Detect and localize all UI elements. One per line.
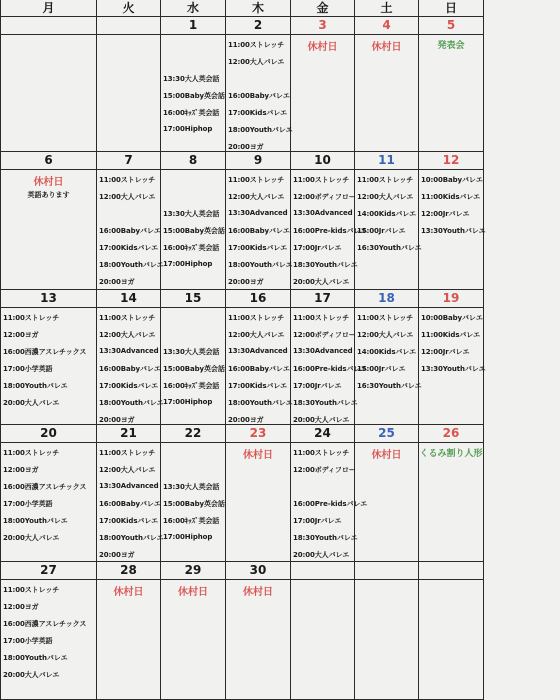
day-cell bbox=[355, 425, 419, 562]
day-cell bbox=[355, 152, 422, 290]
day-cell bbox=[226, 425, 291, 562]
day-cell bbox=[0, 425, 97, 562]
weekday-header: 火 bbox=[97, 0, 161, 17]
class-entry: 11:00ストレッチ bbox=[357, 314, 414, 322]
class-entry: 13:30大人英会話 bbox=[163, 483, 220, 491]
class-entry: 16:00Pre-kidsバレエ bbox=[293, 227, 368, 235]
class-entry: 12:00ボディフロー bbox=[293, 331, 356, 339]
class-entry: 20:00大人バレエ bbox=[293, 551, 350, 559]
class-entry: 12:00ヨガ bbox=[3, 466, 39, 474]
class-entry: 17:00Kidsバレエ bbox=[99, 517, 159, 525]
day-cell bbox=[419, 152, 484, 290]
day-cell bbox=[0, 17, 97, 152]
day-number: 1 bbox=[161, 17, 225, 35]
class-entry: 12:00大人バレエ bbox=[357, 331, 414, 339]
class-entry: 17:00小学英語 bbox=[3, 637, 53, 645]
day-cell bbox=[291, 562, 355, 700]
day-number: 15 bbox=[161, 290, 225, 308]
class-entry: 18:30Youthバレエ bbox=[293, 399, 358, 407]
weekday-header: 金 bbox=[291, 0, 355, 17]
class-entry: 17:00Jrバレエ bbox=[293, 244, 342, 252]
class-entry: 11:00Kidsバレエ bbox=[421, 331, 481, 339]
class-entry: 14:00Kidsバレエ bbox=[357, 210, 417, 218]
day-number: 7 bbox=[97, 152, 160, 170]
class-entry: 13:30大人英会話 bbox=[163, 210, 220, 218]
class-entry: 17:00Hiphop bbox=[163, 533, 213, 541]
class-entry: 20:00大人バレエ bbox=[293, 278, 350, 286]
day-cell bbox=[161, 290, 226, 425]
class-entry: 20:00大人バレエ bbox=[3, 671, 60, 679]
class-entry: 16:00Babyバレエ bbox=[99, 365, 161, 373]
day-number: 22 bbox=[161, 425, 225, 443]
class-entry: 17:00Kidsバレエ bbox=[228, 109, 288, 117]
day-number bbox=[291, 562, 354, 580]
class-entry: 20:00ヨガ bbox=[228, 143, 264, 151]
day-number: 20 bbox=[1, 425, 96, 443]
weekday-header: 日 bbox=[419, 0, 484, 17]
class-entry: 11:00ストレッチ bbox=[293, 176, 350, 184]
class-entry: 16:00Babyバレエ bbox=[228, 365, 290, 373]
class-entry: 16:30Youthバレエ bbox=[357, 382, 422, 390]
day-number: 3 bbox=[291, 17, 354, 35]
day-cell bbox=[226, 562, 291, 700]
class-entry: 18:00Youthバレエ bbox=[3, 654, 68, 662]
class-entry: 17:00Kidsバレエ bbox=[99, 244, 159, 252]
day-cell bbox=[161, 17, 226, 152]
day-number: 18 bbox=[355, 290, 418, 308]
class-entry: 15:00Baby英会話 bbox=[163, 365, 225, 373]
class-entry: 16:00Pre-kidsバレエ bbox=[293, 365, 368, 373]
weekday-header: 木 bbox=[226, 0, 291, 17]
day-cell bbox=[0, 290, 97, 425]
class-entry: 11:00ストレッチ bbox=[99, 176, 156, 184]
closed-day-label: 休村日 bbox=[243, 587, 273, 598]
class-entry: 20:00大人バレエ bbox=[293, 416, 350, 424]
day-cell bbox=[0, 152, 97, 290]
day-number: 27 bbox=[1, 562, 96, 580]
class-entry: 16:00Babyバレエ bbox=[99, 227, 161, 235]
day-number bbox=[355, 562, 418, 580]
class-entry: 11:00ストレッチ bbox=[228, 314, 285, 322]
day-number: 9 bbox=[226, 152, 290, 170]
class-entry: 16:00Babyバレエ bbox=[99, 500, 161, 508]
class-entry: 16:00西濃アスレチックス bbox=[3, 348, 87, 356]
class-entry: 13:30大人英会話 bbox=[163, 75, 220, 83]
closed-day-label: 休村日 bbox=[307, 42, 338, 53]
day-cell bbox=[226, 152, 291, 290]
class-entry: 13:30Advanced bbox=[293, 209, 353, 217]
class-entry: 13:30Advanced bbox=[228, 347, 288, 355]
day-cell bbox=[355, 562, 419, 700]
class-entry: 12:00ボディフロー bbox=[293, 466, 356, 474]
day-number: 12 bbox=[419, 152, 483, 170]
day-number: 28 bbox=[97, 562, 160, 580]
class-entry: 12:00大人バレエ bbox=[228, 193, 285, 201]
day-cell bbox=[419, 425, 484, 562]
weekday-header: 水 bbox=[161, 0, 226, 17]
event-note: くるみ割り人形 bbox=[419, 449, 483, 459]
day-number bbox=[419, 562, 483, 580]
class-entry: 15:00Baby英会話 bbox=[163, 500, 225, 508]
day-cell bbox=[419, 17, 484, 152]
class-entry: 12:00大人バレエ bbox=[357, 193, 414, 201]
class-entry: 18:00Youthバレエ bbox=[228, 126, 293, 134]
class-entry: 12:00ヨガ bbox=[3, 331, 39, 339]
day-cell bbox=[161, 152, 226, 290]
class-entry: 13:30Youthバレエ bbox=[421, 227, 486, 235]
day-cell bbox=[97, 17, 161, 152]
class-entry: 20:00大人バレエ bbox=[3, 399, 60, 407]
class-entry: 17:00小学英語 bbox=[3, 500, 53, 508]
class-entry: 18:00Youthバレエ bbox=[99, 261, 164, 269]
class-entry: 18:30Youthバレエ bbox=[293, 261, 358, 269]
day-cell bbox=[226, 290, 291, 425]
day-number: 5 bbox=[419, 17, 483, 35]
day-number: 11 bbox=[355, 152, 418, 170]
class-entry: 15:00Jrバレエ bbox=[357, 227, 406, 235]
class-entry: 12:00大人バレエ bbox=[99, 193, 156, 201]
weekday-header: 月 bbox=[0, 0, 97, 17]
class-entry: 20:00ヨガ bbox=[228, 416, 264, 424]
day-number: 8 bbox=[161, 152, 225, 170]
class-entry: 17:00Kidsバレエ bbox=[228, 244, 288, 252]
class-entry: 13:30Youthバレエ bbox=[421, 365, 486, 373]
class-entry: 13:30Advanced bbox=[228, 209, 288, 217]
class-entry: 11:00ストレッチ bbox=[3, 449, 60, 457]
day-number: 13 bbox=[1, 290, 96, 308]
day-number: 19 bbox=[419, 290, 483, 308]
class-entry: 16:00Babyバレエ bbox=[228, 227, 290, 235]
class-entry: 11:00ストレッチ bbox=[3, 586, 60, 594]
day-number: 2 bbox=[226, 17, 290, 35]
day-number: 4 bbox=[355, 17, 418, 35]
day-number: 14 bbox=[97, 290, 160, 308]
day-number: 24 bbox=[291, 425, 354, 443]
class-entry: 18:00Youthバレエ bbox=[99, 534, 164, 542]
class-entry: 16:00ｷｯｽﾞ英会話 bbox=[163, 517, 220, 525]
day-cell bbox=[291, 17, 355, 152]
class-entry: 16:00西濃アスレチックス bbox=[3, 620, 87, 628]
class-entry: 20:00ヨガ bbox=[99, 551, 135, 559]
day-cell bbox=[355, 290, 422, 425]
class-entry: 13:30Advanced bbox=[99, 482, 159, 490]
class-entry: 16:30Youthバレエ bbox=[357, 244, 422, 252]
class-entry: 15:00Baby英会話 bbox=[163, 227, 225, 235]
class-entry: 20:00ヨガ bbox=[228, 278, 264, 286]
day-number: 30 bbox=[226, 562, 290, 580]
class-entry: 12:00Jrバレエ bbox=[421, 210, 470, 218]
day-cell bbox=[97, 290, 164, 425]
class-entry: 13:30大人英会話 bbox=[163, 348, 220, 356]
class-entry: 17:00小学英語 bbox=[3, 365, 53, 373]
class-entry: 17:00Kidsバレエ bbox=[99, 382, 159, 390]
class-entry: 17:00Jrバレエ bbox=[293, 382, 342, 390]
class-entry: 12:00大人バレエ bbox=[228, 331, 285, 339]
class-entry: 13:30Advanced bbox=[293, 347, 353, 355]
class-entry: 18:00Youthバレエ bbox=[3, 517, 68, 525]
class-entry: 20:00大人バレエ bbox=[3, 534, 60, 542]
day-number: 10 bbox=[291, 152, 354, 170]
class-entry: 10:00Babyバレエ bbox=[421, 176, 483, 184]
class-entry: 10:00Babyバレエ bbox=[421, 314, 483, 322]
day-cell bbox=[419, 290, 484, 425]
class-entry: 11:00ストレッチ bbox=[357, 176, 414, 184]
class-entry: 12:00大人バレエ bbox=[99, 331, 156, 339]
class-entry: 16:00ｷｯｽﾞ英会話 bbox=[163, 244, 220, 252]
closed-day-label: 休村日 bbox=[371, 450, 402, 461]
class-entry: 11:00ストレッチ bbox=[293, 314, 350, 322]
class-entry: 12:00ヨガ bbox=[3, 603, 39, 611]
closed-day-label: 休村日 bbox=[33, 177, 64, 188]
class-entry: 11:00ストレッチ bbox=[293, 449, 350, 457]
day-cell bbox=[97, 562, 161, 700]
day-number: 29 bbox=[161, 562, 225, 580]
closed-day-label: 休村日 bbox=[243, 450, 273, 461]
class-entry: 11:00Kidsバレエ bbox=[421, 193, 481, 201]
class-entry: 18:00Youthバレエ bbox=[228, 399, 293, 407]
day-cell bbox=[0, 562, 97, 700]
day-cell bbox=[291, 290, 368, 425]
class-entry: 11:00ストレッチ bbox=[99, 449, 156, 457]
class-entry: 17:00Jrバレエ bbox=[293, 517, 342, 525]
class-entry: 18:00Youthバレエ bbox=[99, 399, 164, 407]
day-cell bbox=[355, 17, 419, 152]
day-cell bbox=[291, 152, 368, 290]
class-entry: 18:30Youthバレエ bbox=[293, 534, 358, 542]
day-cell bbox=[161, 562, 226, 700]
day-cell bbox=[97, 425, 164, 562]
day-number: 26 bbox=[419, 425, 483, 443]
class-entry: 17:00Kidsバレエ bbox=[228, 382, 288, 390]
class-entry: 16:00ｷｯｽﾞ英会話 bbox=[163, 109, 220, 117]
day-number: 16 bbox=[226, 290, 290, 308]
class-entry: 16:00西濃アスレチックス bbox=[3, 483, 87, 491]
class-entry: 11:00ストレッチ bbox=[3, 314, 60, 322]
class-entry: 13:30Advanced bbox=[99, 347, 159, 355]
day-number: 6 bbox=[1, 152, 96, 170]
class-entry: 11:00ストレッチ bbox=[99, 314, 156, 322]
class-entry: 17:00Hiphop bbox=[163, 398, 213, 406]
day-cell bbox=[291, 425, 368, 562]
day-cell bbox=[161, 425, 226, 562]
weekday-header: 土 bbox=[355, 0, 419, 17]
class-entry: 12:00Jrバレエ bbox=[421, 348, 470, 356]
class-entry: 11:00ストレッチ bbox=[228, 41, 285, 49]
class-entry: 15:00Jrバレエ bbox=[357, 365, 406, 373]
day-number bbox=[1, 17, 96, 35]
closed-day-label: 休村日 bbox=[178, 587, 208, 598]
class-entry: 16:00Babyバレエ bbox=[228, 92, 290, 100]
class-entry: 11:00ストレッチ bbox=[228, 176, 285, 184]
day-number: 23 bbox=[226, 425, 290, 443]
class-entry: 17:00Hiphop bbox=[163, 260, 213, 268]
day-number bbox=[97, 17, 160, 35]
class-entry: 15:00Baby英会話 bbox=[163, 92, 225, 100]
class-entry: 12:00ボディフロー bbox=[293, 193, 356, 201]
closed-day-label: 休村日 bbox=[113, 587, 144, 598]
class-entry: 14:00Kidsバレエ bbox=[357, 348, 417, 356]
class-entry: 18:00Youthバレエ bbox=[228, 261, 293, 269]
day-number: 21 bbox=[97, 425, 160, 443]
day-number: 25 bbox=[355, 425, 418, 443]
class-entry: 12:00大人バレエ bbox=[99, 466, 156, 474]
class-entry: 12:00大人バレエ bbox=[228, 58, 285, 66]
day-cell bbox=[97, 152, 164, 290]
closed-day-label: 休村日 bbox=[371, 42, 402, 53]
class-entry: 18:00Youthバレエ bbox=[3, 382, 68, 390]
class-entry: 20:00ヨガ bbox=[99, 278, 135, 286]
day-cell bbox=[419, 562, 484, 700]
closed-day-note: 英語あります bbox=[27, 191, 70, 199]
class-entry: 20:00ヨガ bbox=[99, 416, 135, 424]
day-number: 17 bbox=[291, 290, 354, 308]
class-entry: 16:00Pre-kidsバレエ bbox=[293, 500, 368, 508]
day-cell bbox=[226, 17, 291, 152]
class-entry: 16:00ｷｯｽﾞ英会話 bbox=[163, 382, 220, 390]
event-note: 発表会 bbox=[437, 41, 465, 51]
class-entry: 17:00Hiphop bbox=[163, 125, 213, 133]
